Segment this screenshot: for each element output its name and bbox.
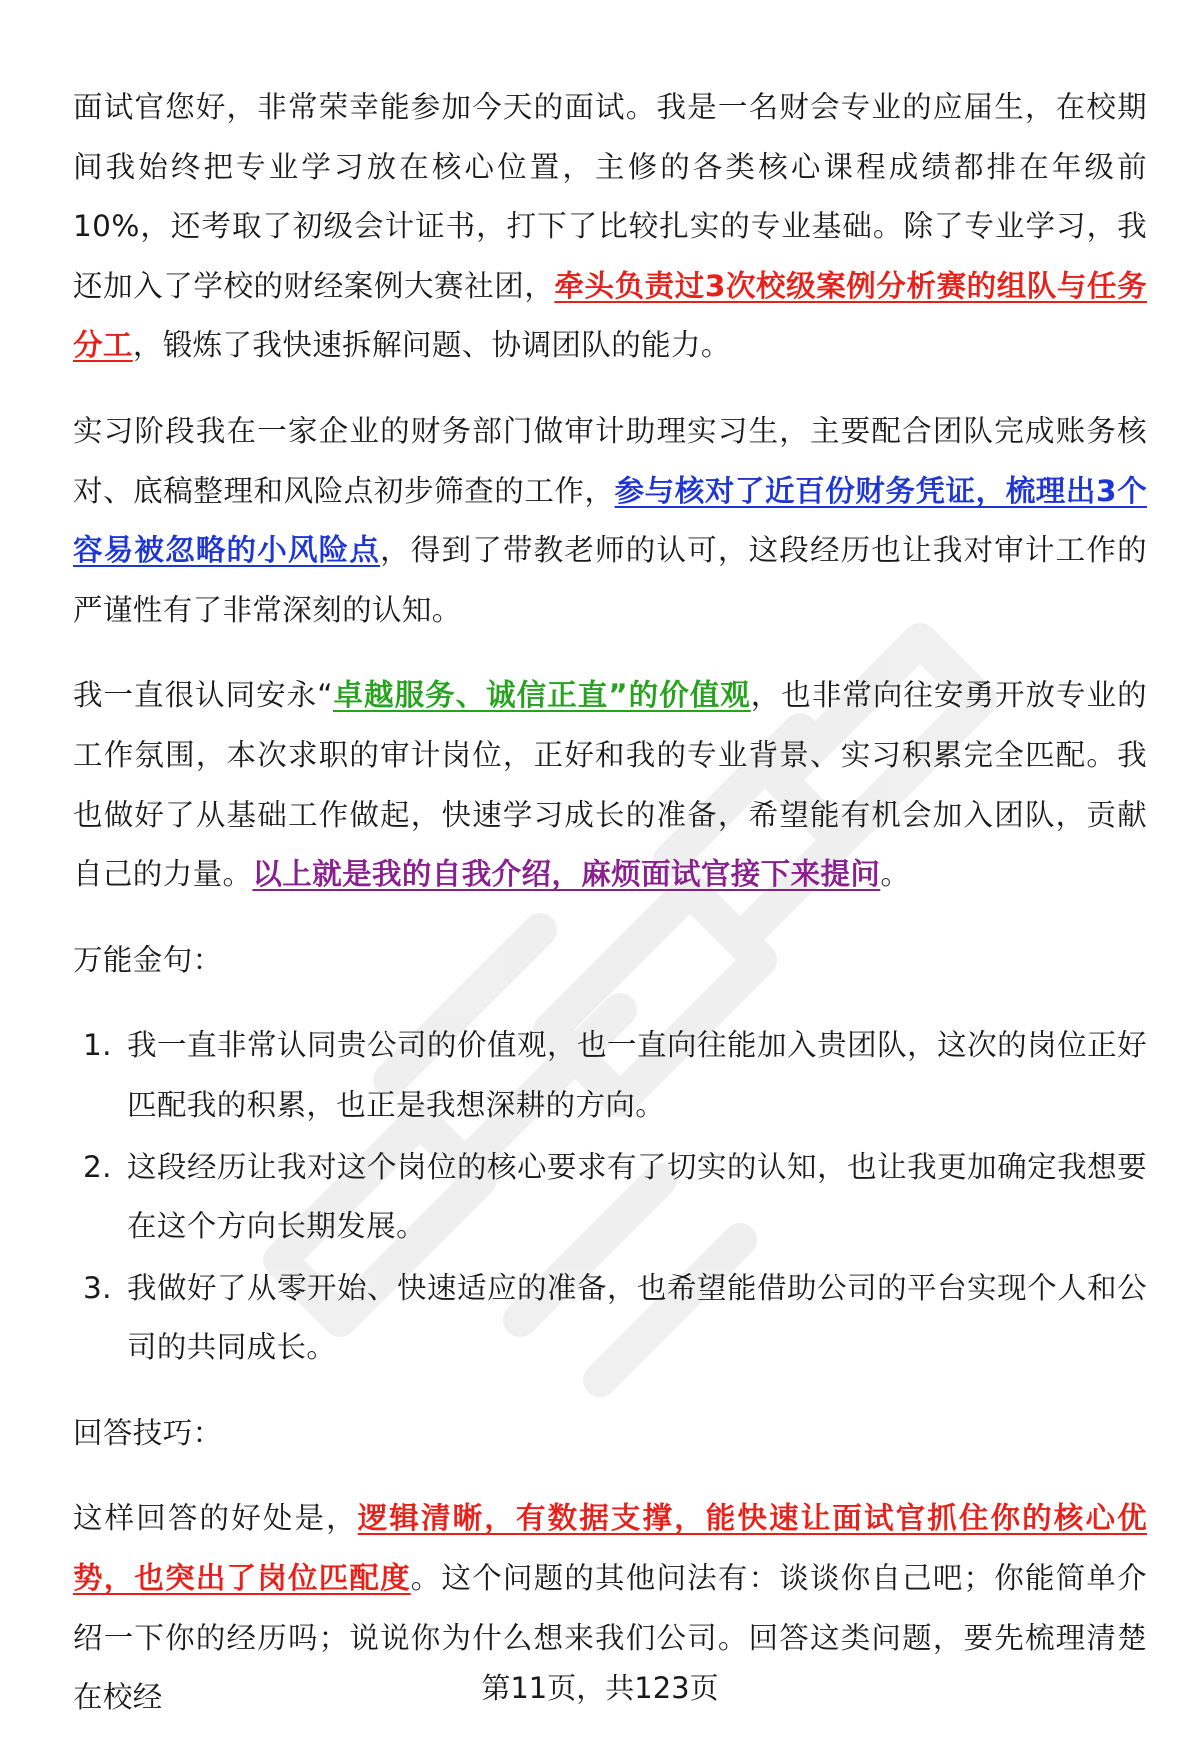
skills-highlight: 逻辑清晰，有数据支撑，能快速让面试官抓住你的核心优势，也突出了岗位匹配度 (73, 1501, 1147, 1596)
answer-skills-label: 回答技巧： (73, 1415, 223, 1450)
intro-paragraph-1 (73, 78, 1147, 376)
intro-text-1b: ，锻炼了我快速拆解问题、协调团队的能力。 (132, 328, 731, 363)
intro-text-2b: ，得到了带教老师的认可，这段经历也让我对审计工作的严谨性有了非常深刻的认知。 (73, 533, 1147, 627)
list-item (73, 1259, 1147, 1378)
intro-text-3b: ，也非常向往安勇开放专业的工作氛围，本次求职的审计岗位，正好和我的专业背景、实习积累完全匹配。我也做好了从基础工作做起，快速学习成长的准备，希望能有机会加入团队，贡献自己的力量。 (73, 678, 1147, 892)
intro-paragraph-3 (73, 666, 1147, 904)
intro-text-3c: 。 (880, 857, 911, 892)
intro-highlight-1: 牵头负责过3次校级案例分析赛的组队与任务分工 (73, 268, 1147, 363)
list-item (73, 1138, 1147, 1257)
page-content (73, 78, 1147, 1754)
list-item-text: 这段经历让我对这个岗位的核心要求有了切实的认知，也让我更加确定我想要在这个方向长期发展。 (127, 1149, 1147, 1244)
page-number: 第11页，共123页 (481, 1671, 719, 1705)
skills-text-a: 这样回答的好处是， (73, 1501, 358, 1536)
intro-highlight-2: 参与核对了近百份财务凭证，梳理出3个容易被忽略的小风险点 (73, 473, 1147, 568)
intro-highlight-3: 卓越服务、诚信正直”的价值观 (332, 678, 751, 713)
intro-text-1a: 面试官您好，非常荣幸能参加今天的面试。我是一名财会专业的应届生，在校期间我始终把专业学习放在核心位置，主修的各类核心课程成绩都排在年级前10%，还考取了初级会计证书，打下了比较扎实的专业基础。除了专业学习，我还加入了学校的财经案例大赛社团， (73, 90, 1147, 303)
list-item-number: 1. (83, 1028, 112, 1063)
list-item-number: 2. (83, 1149, 112, 1184)
intro-paragraph-2 (73, 402, 1147, 640)
list-item-text: 我做好了从零开始、快速适应的准备，也希望能借助公司的平台实现个人和公司的共同成长。 (127, 1270, 1147, 1365)
golden-sentences-label: 万能金句： (73, 942, 223, 977)
list-item-number: 3. (83, 1270, 112, 1305)
list-item-text: 我一直非常认同贵公司的价值观，也一直向往能加入贵团队，这次的岗位正好匹配我的积累，也正是我想深耕的方向。 (127, 1028, 1147, 1122)
golden-sentences-list (73, 1016, 1147, 1378)
intro-text-2a: 实习阶段我在一家企业的财务部门做审计助理实习生，主要配合团队完成账务核对、底稿整理和风险点初步筛查的工作， (73, 413, 1147, 508)
skills-text-b: 。这个问题的其他问法有：谈谈你自己吧；你能简单介绍一下你的经历吗；说说你为什么想来我们公司。回答这类问题，要先梳理清楚在校经 (73, 1561, 1147, 1715)
intro-highlight-4: 以上就是我的自我介绍，麻烦面试官接下来提问 (252, 857, 881, 892)
intro-text-3a: 我一直很认同安永“ (73, 678, 333, 713)
list-item (73, 1016, 1147, 1135)
